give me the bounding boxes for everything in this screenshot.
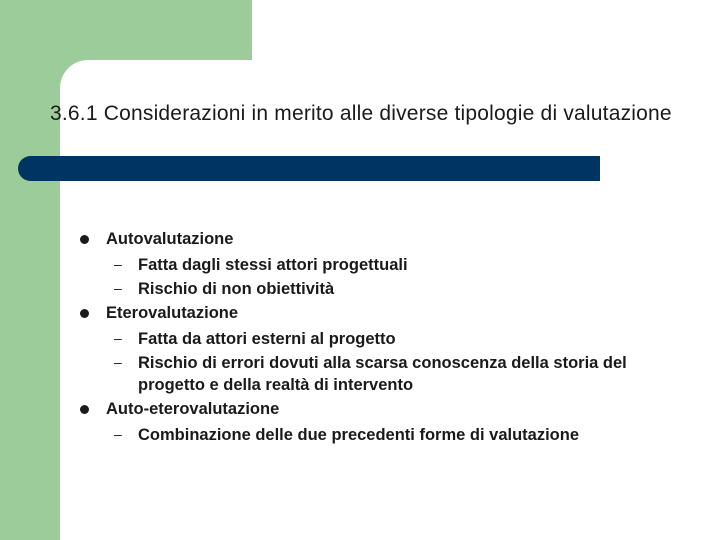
sub-list-item (0, 252, 683, 276)
sub-list-item-text: Fatta da attori esterni al progetto (138, 330, 396, 348)
sub-list-item-text: Fatta dagli stessi attori progettuali (138, 256, 408, 274)
sub-list-item (0, 326, 683, 350)
sub-list-item (0, 350, 683, 396)
bullet-dot (80, 405, 89, 414)
sub-list-item-text: Rischio di non obiettività (138, 280, 335, 298)
bullet-dot (80, 309, 89, 318)
sub-list-item (0, 422, 683, 446)
list-item-label: Eterovalutazione (106, 304, 239, 322)
list-item-label: Autovalutazione (106, 230, 234, 248)
dash-marker: – (114, 330, 122, 346)
list-item (0, 226, 720, 252)
dash-marker: – (114, 256, 122, 272)
slide-title: 3.6.1 Considerazioni in merito alle diverse tipologie di valutazione (50, 102, 672, 125)
sub-list-item-text: Combinazione delle due precedenti forme di valutazione (138, 426, 579, 444)
list-item-label: Auto-eterovalutazione (106, 400, 280, 418)
dash-marker: – (114, 280, 122, 296)
list-item (0, 396, 720, 422)
dash-marker: – (114, 354, 122, 370)
sub-list-item-text: Rischio di errori dovuti alla scarsa conoscenza della storia del progetto e della realtà di intervento (138, 354, 627, 394)
list-item (0, 300, 720, 326)
bullet-list (0, 226, 720, 446)
bullet-dot (80, 235, 89, 244)
sub-list-item (0, 276, 683, 300)
title-underline-bar (18, 156, 600, 181)
dash-marker: – (114, 426, 122, 442)
